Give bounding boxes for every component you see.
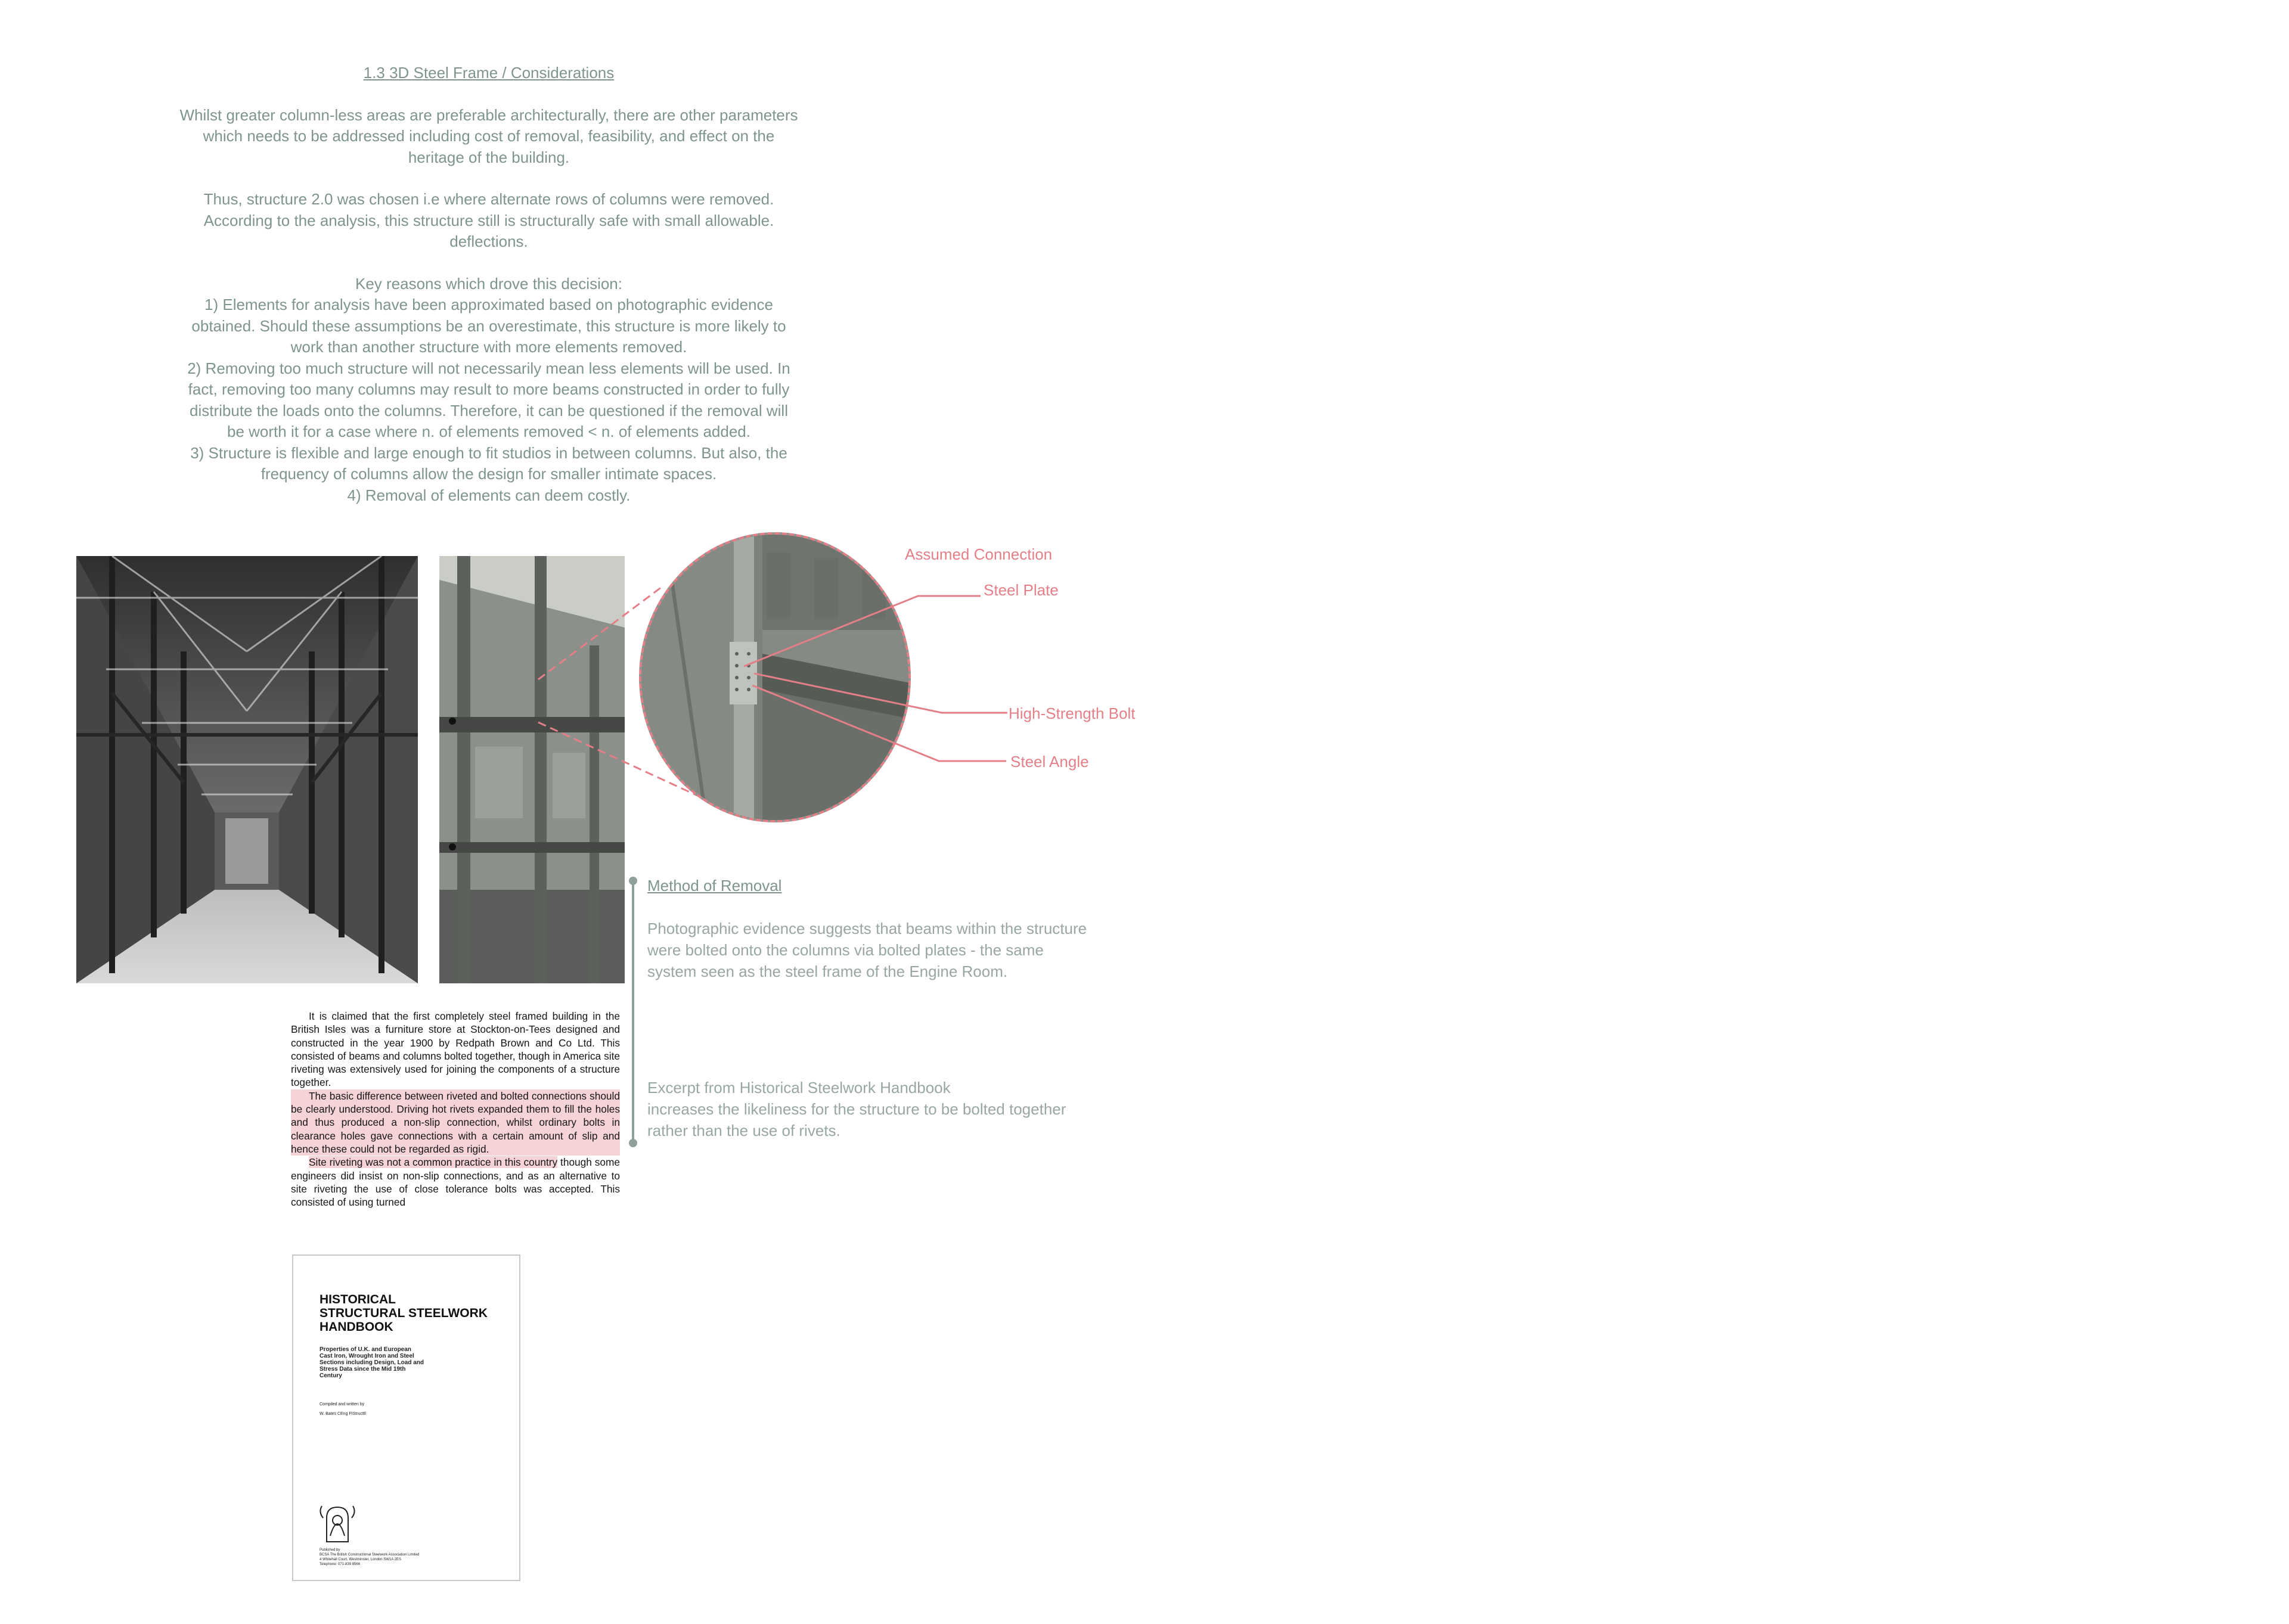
reason-4: 4) Removal of elements can deem costly. [347,486,631,504]
page-title: 1.3 3D Steel Frame / Considerations [363,64,615,82]
decision-paragraph: Thus, structure 2.0 was chosen i.e where alternate rows of columns were removed. According to the analysis, this structure still is structurally safe with small allowable. deflections. [203,190,774,250]
reason-2: 2) Removing too much structure will not necessarily mean less elements will be used. In fact, removing too many columns may result to more beams constructed in order to fully distribute the loads onto the columns. Therefore, it can be questioned if the removal will be worth it for a case where n. of elements removed < n. of elements added. [187,359,790,440]
method-description [647,918,1087,982]
method-of-removal-block [647,875,781,896]
book-title: HISTORICAL STRUCTURAL STEELWORK HANDBOOK [320,1293,488,1334]
excerpt-note [647,1077,1066,1141]
book-author: W. Bates CEng FIStructE [320,1412,367,1416]
excerpt-paragraph-1: It is claimed that the first completely steel framed building in the British Isles was a furniture store at Stockton-on-Tees designed and constructed in the year 1900 by Redpath Brown and Co Ltd. This consisted of beams and columns bolted together, though in America site riveting was extensively used for joining the components of a structure together. [291,1010,620,1089]
method-line-2: were bolted onto the columns via bolted plates - the same [647,941,1044,959]
reason-3: 3) Structure is flexible and large enough to fit studios in between columns. But also, the frequency of columns allow the design for smaller intimate spaces. [190,443,787,483]
method-line-1: Photographic evidence suggests that beams within the structure [647,920,1087,937]
intro-paragraph: Whilst greater column-less areas are preferable architecturally, there are other parameters which needs to be addressed including cost of removal, feasibility, and effect on the heritage of the building. [179,105,798,166]
steel-angle-label: Steel Angle [1010,753,1089,771]
excerpt-note-line-1: Excerpt from Historical Steelwork Handbook [647,1079,951,1097]
excerpt-paragraph-2-highlighted: The basic difference between riveted and bolted connections should be clearly understood. Driving hot rivets expanded them to fill the holes and thus produced a non-slip connection, whilst ordinary bolts in clearance holes gave connections with a certain amount of slip and hence these could not be regarded as rigid. [291,1089,620,1155]
assumed-connection-label: Assumed Connection [905,545,1053,563]
steel-plate-label: Steel Plate [984,581,1059,599]
high-strength-bolt-label: High-Strength Bolt [1009,704,1136,722]
handbook-excerpt [291,1010,620,1209]
excerpt-paragraph-3: though some engineers did insist on non-slip connections, and as an alternative to site riveting the use of close tolerance bolts was accepted. This consisted of using turned [291,1156,620,1209]
book-subtitle: Properties of U.K. and European Cast Iron, Wrought Iron and Steel Sections including Design, Load and Stress Data since the Mid 19th Century [320,1346,424,1379]
excerpt-note-line-3: rather than the use of rivets. [647,1122,840,1139]
book-publisher: Published by BCSA The British Constructional Steelwork Association Limited 4 Whitehall Court, Westminster, London SW1A 2ES Telephone: 071-839 8566 [320,1548,420,1566]
excerpt-note-line-2: increases the likeliness for the structure to be bolted together [647,1100,1066,1118]
reasons-title: Key reasons which drove this decision: [355,274,622,293]
method-line-3: system seen as the steel frame of the Engine Room. [647,962,1008,980]
reason-1: 1) Elements for analysis have been approximated based on photographic evidence obtained. Should these assumptions be an overestimate, this structure is more likely to work than another structure with more elements removed. [191,296,786,356]
excerpt-paragraph-3-highlighted: Site riveting was not a common practice in this country [309,1156,558,1169]
handbook-cover [292,1255,520,1581]
method-title: Method of Removal [647,877,782,895]
book-compiled-by: Compiled and written by [320,1402,365,1406]
bcsa-crest-logo [315,1500,361,1547]
